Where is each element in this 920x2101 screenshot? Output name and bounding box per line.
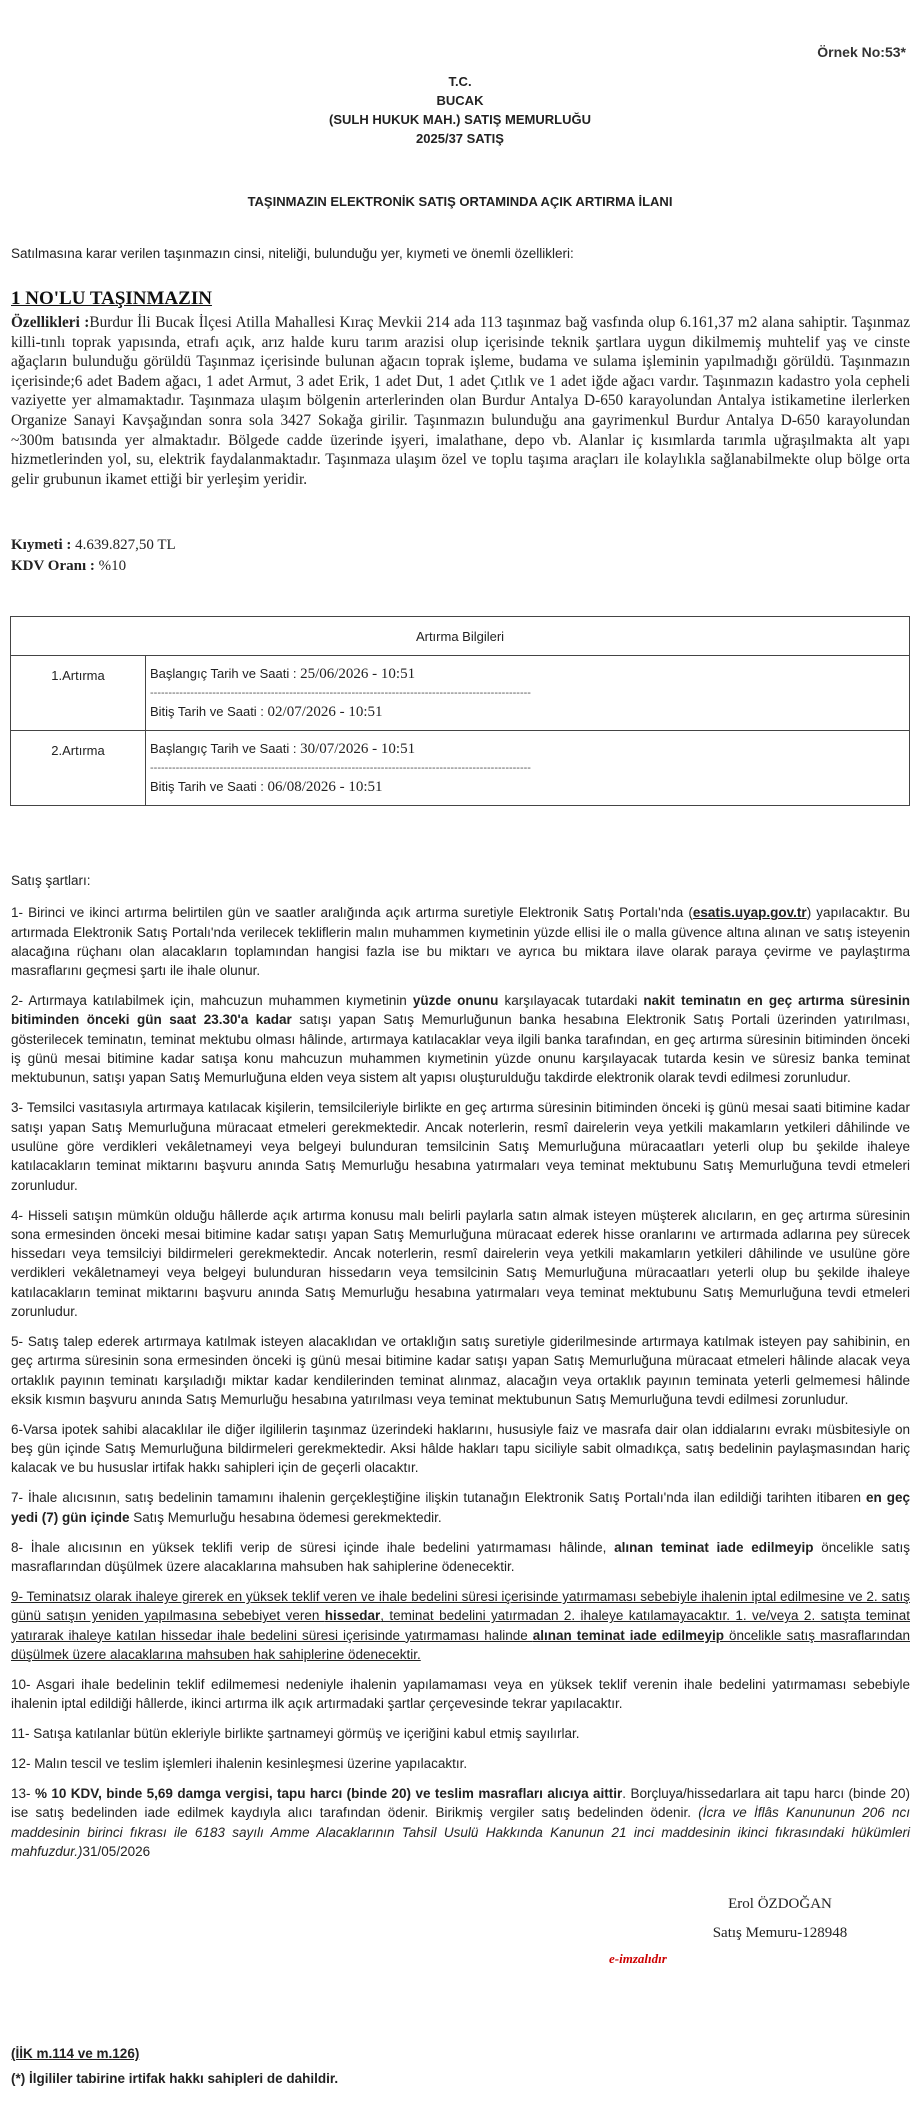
end-label: Bitiş Tarih ve Saati : (150, 779, 264, 794)
term-3: 3- Temsilci vasıtasıyla artırmaya katılacak kişilerin, temsilcileriyle birlikte en geç artırma süresinin bitiminden önceki iş günü mesai saati bitimine kadar satışı yapan Satış Memurluğuna müracaat etmeleri gerekmektedir. Ancak noterlerin, resmî dairelerin veya yetkili makamların yetkileri dâhilinde ve usulüne göre verdikleri vekâletnameyi veya belgeyi bulunduran temsilcinin Satış Memurluğuna müracaatları yeterli olup bu şekilde ihaleye katılacakların teminat miktarını başvuru anında Satış Memurluğu hesabına yatırmaları veya teminat mektubunu Satış Memurluğuna tevdi etmeleri zorunludur. (11, 1100, 910, 1193)
header-case-number: 2025/37 SATIŞ (416, 131, 504, 146)
property-features (11, 313, 910, 489)
auction-end (150, 700, 905, 724)
end-datetime: 06/08/2026 - 10:51 (267, 779, 383, 795)
term-2-bold-b: nakit teminatın en geç artırma süresinin bitiminden önceki gün saat 23.30'a kadar (11, 993, 911, 1028)
term-9-text-c: öncelikle satış masraflarından düşülmek üzere alacaklarına mahsuben hak sahiplerine ödenecektir. (11, 1627, 910, 1662)
auction-row (11, 731, 910, 806)
start-datetime: 25/06/2026 - 10:51 (300, 666, 416, 682)
term-7 (11, 1488, 910, 1527)
auction-table-header (11, 617, 910, 656)
term-8 (11, 1538, 910, 1577)
term-9-text-b: , teminat bedelini yatırmadan 2. ihaleye katılamayacaktır. 1. ve/veya 2. satışta teminat yatırarak ihaleye katılan hissedar ihale bedelini süresi içerisinde yatırmaması halinde (11, 1608, 910, 1643)
term-2-text-b: karşılayacak tutardaki (498, 993, 644, 1009)
e-signature-note: e-imzalıdır (609, 1951, 667, 1966)
legal-reference: (İİK m.114 ve m.126) (11, 2046, 140, 2061)
sample-number: Örnek No:53* (817, 44, 906, 60)
sale-terms (11, 871, 910, 1872)
term-1-text-b: ) yapılacaktır. Bu artırmada Elektronik Satış Portalı'nda verilecek tekliflerin malın muhammen kıymetinin yüzde ellisi ile o malla güvence altına alınan ve satış isteyenin alacağına rüçhanı olan alacakların toplamından hangisi fazla ise bu miktarı ve ayrıca bu miktara ilave olarak paraya çevirme ve paylaştırma masraflarını geçmesi şartı ile ihale olunur. (11, 905, 910, 979)
property-kdv-row (11, 558, 126, 575)
term-4: 4- Hisseli satışın mümkün olduğu hâllerde açık artırma konusu malı belirli paylarla satın almak isteyen müşterek alıcıların, en geç artırma süresinin sona ermesinden önceki mesai bitimine kadar satışı yapan Satış Memurluğuna müracaat ederek hisse oranlarını ve artırmada adlarına pey sürecek hissedarı veya temsilciyi bildirmeleri gerekmektedir. Ancak noterlerin, resmî dairelerin veya yetkili makamların yetkileri dâhilinde ve usulüne göre verdikleri vekâletnameyi veya belgeyi bulunduran hissedarın veya temsilcinin Satış Memurluğuna müracaatları yeterli olup bu şekilde ihaleye katılacakların teminat miktarını başvuru anında Satış Memurluğu hesabına yatırmaları veya teminat mektubunu Satış Memurluğuna tevdi etmeleri zorunludur. (11, 1207, 910, 1319)
intro-text: Satılmasına karar verilen taşınmazın cinsi, niteliği, bulunduğu yer, kıymeti ve önemli özellikleri: (11, 246, 574, 261)
term-8-text-b: öncelikle satış masraflarından düşülmek üzere alacaklarına mahsuben hak sahiplerine ödenecektir. (11, 1539, 910, 1575)
auction-start (150, 737, 905, 761)
document-date: 31/05/2026 (82, 1844, 151, 1860)
term-9-text-a: 9- Teminatsız olarak ihaleye girerek en yüksek teklif veren ve ihale bedelini süresi içerisinde yatırmaması sebebiyle ihalenin iptal edilmesine ve 2. satış günü satışın yeniden yapılmasına sebebiyet veren (11, 1589, 910, 1624)
auction-caption: Artırma Bilgileri (11, 617, 910, 656)
auction-table (10, 616, 910, 806)
term-13-bold: % 10 KDV, binde 5,69 damga vergisi, tapu harcı (binde 20) ve teslim masrafları alıcıya aittir (34, 1786, 623, 1802)
separator-line: -------------------------------------------------------------------------------------------------------- (150, 762, 531, 774)
term-7-text-b: Satış Memurluğu hesabına ödemesi gerekmektedir. (129, 1509, 442, 1525)
term-10: 10- Asgari ihale bedelinin teklif edilmemesi nedeniyle ihalenin yapılamaması veya en yüksek teklif verenin ihale bedelini yatırmaması sebebiyle ihalenin iptal edildiği hâllerde, ikinci artırma ilk açık artırmadaki şartlar çerçevesinde tekrar yapılacaktır. (11, 1676, 910, 1712)
document-title: TAŞINMAZIN ELEKTRONİK SATIŞ ORTAMINDA AÇIK ARTIRMA İLANI (247, 194, 673, 209)
term-7-text-a: 7- İhale alıcısının, satış bedelinin tamamını ihalenin gerçekleştiğine ilişkin tutanağın Elektronik Satış Portalı'nda ilan edildiği tarihten itibaren (11, 1490, 866, 1506)
term-6: 6-Varsa ipotek sahibi alacaklılar ile diğer ilgililerin taşınmaz üzerindeki haklarını, hususiyle faiz ve masrafa dair olan iddialarını evrakı müsbitesiyle on beş gün içinde Satış Memurluğuna bildirmeleri gerekmektedir. Aksi hâlde hakları tapu siciliyle sabit olmadıkça, satış bedelinin paylaşmasından hariç kalacak ve bu hususlar irtifak hakkı sahipleri için de geçerli olacaktır. (11, 1421, 910, 1476)
term-2-text-c: satışı yapan Satış Memurluğunun banka hesabına Elektronik Satış Portali üzerinden yatırılması, gösterilecek teminatın, teminat mektubu olması hâlinde, artırmaya katılacaklar veya ilgili banka tarafından, en geç artırma süresinin bitiminden önceki iş günü mesai bitimine kadar satışa konu mahcuzun muhammen kıymetinin yüzde onunu karşılayacak tutarda kesin ve süresiz banka teminat mektubunun, satışı yapan Satış Memurluğuna elden veya sistem alt yapısı oluşturulduğu takdirde elektronik olarak tevdi edilmesi zorunludur. (11, 1012, 910, 1086)
header-court: (SULH HUKUK MAH.) SATIŞ MEMURLUĞU (329, 112, 591, 127)
term-5: 5- Satış talep ederek artırmaya katılmak isteyen alacaklıdan ve ortaklığın satış suretiyle giderilmesinde artırmaya katılmak isteyen pay sahibinin, en geç artırma süresinin sona ermesinden önceki iş günü mesai bitimine kadar satışı yapan Satış Memurluğuna müracaat etmeleri hâlinde alacak veya ortaklık payının teminatı karşıladığı miktar kadar kendilerinden teminat alınmaz, alacağın veya ortaklık payının teminata yeterli gelmemesi hâlinde eksik kısmın başvuru anında Satış Memurluğu hesabına yatırılması veya teminat mektubunun Satış Memurluğuna tevdi edilmesi zorunludur. (11, 1333, 910, 1407)
property-name: 1 NO'LU TAŞINMAZIN (11, 288, 212, 309)
esatis-link[interactable]: esatis.uyap.gov.tr (692, 905, 807, 921)
term-13 (11, 1784, 910, 1861)
term-13-text-b: . Borçluya/hissedarlara ait tapu harcı (binde 20) ise satış bedelinden iade edilmek kaydıyla alıcı tarafından ödenir. Birikmiş vergiler satış bedelinden ödenir. (11, 1786, 910, 1821)
features-label: Özellikleri : (11, 314, 90, 331)
terms-heading: Satış şartları: (11, 873, 91, 888)
footnote: (*) İlgililer tabirine irtifak hakkı sahipleri de dahildir. (11, 2071, 339, 2086)
auction-row-label: 1.Artırma (11, 656, 146, 731)
separator-line: -------------------------------------------------------------------------------------------------------- (150, 687, 531, 699)
term-9 (11, 1587, 910, 1664)
term-11: 11- Satışa katılanlar bütün ekleriyle birlikte şartnameyi görmüş ve içeriğini kabul etmiş sayılırlar. (11, 1726, 580, 1742)
auction-end (150, 775, 905, 799)
term-2 (11, 991, 910, 1087)
header-block (0, 72, 920, 148)
term-1 (11, 903, 910, 980)
end-datetime: 02/07/2026 - 10:51 (267, 704, 383, 720)
kdv-label: KDV Oranı : (11, 558, 95, 574)
value-label: Kıymeti : (11, 537, 72, 553)
features-text: Burdur İli Bucak İlçesi Atilla Mahallesi Kıraç Mevkii 214 ada 113 taşınmaz bağ vasfında olup 6.161,37 m2 alana sahiptir. Taşınmaz killi-tınlı toprak yapısında, etrafı açık, arız halde kuru tarım arazisi olup içerisinde teknik şartlara uygun dikilmemiş muhtelif yaş ve cinste ağaçların bulunduğu görüldü Taşınmaz içerisinde bulunan ağacın toprak işleme, budama ve sulama işleminin yapılmadığı görüldü. Taşınmazın içerisinde;6 adet Badem ağacı, 1 adet Armut, 3 adet Erik, 1 adet Dut, 1 adet Çıtlık ve 1 adet iğde ağacı vardır. Taşınmazın kadastro yola cepheli vaziyette yer almamaktadır. Taşınmaza ulaşım bölgenin arterlerinden olan Burdur Antalya D-650 karayolundan Antalya istikametine ilerlerken Organize Sanayi Kavşağından sonra sola 3427 Sokağa girilir. Taşınmazın bulunduğu ana gayrimenkul Burdur Antalya D-650 karayolundan ~300m batısında yer almaktadır. Bölgede cadde üzerinde işyeri, imalathane, depo vb. Alanlar iç kısımlarda tarımla uğraşılmakta alt yapı hizmetlerinden yol, su, elektrik faydalanmaktadır. Taşınmaza ulaşım özel ve toplu taşıma araçları ile kolaylıkla sağlanabilmekte olup bölge orta gelir grubunun ikamet ettiği bir yerleşim yeridir. (11, 314, 911, 488)
term-9-bold-a: hissedar (324, 1608, 381, 1624)
header-office: BUCAK (436, 93, 484, 108)
header-tc: T.C. (448, 74, 472, 89)
value-amount: 4.639.827,50 TL (75, 537, 176, 553)
term-2-bold-a: yüzde onunu (412, 993, 499, 1009)
auction-row-dates (146, 731, 910, 806)
auction-start (150, 662, 905, 686)
signatory-name: Erol ÖZDOĞAN (728, 1896, 832, 1912)
start-label: Başlangıç Tarih ve Saati : (150, 666, 297, 681)
auction-row-dates (146, 656, 910, 731)
auction-row-label: 2.Artırma (11, 731, 146, 806)
term-2-text-a: 2- Artırmaya katılabilmek için, mahcuzun muhammen kıymetinin (11, 993, 413, 1009)
start-datetime: 30/07/2026 - 10:51 (300, 741, 416, 757)
signatory-title: Satış Memuru-128948 (712, 1925, 848, 1941)
term-1-text-a: 1- Birinci ve ikinci artırma belirtilen gün ve saatler aralığında açık artırma suretiyle Elektronik Satış Portalı'nda ( (11, 905, 693, 921)
term-12: 12- Malın tescil ve teslim işlemleri ihalenin kesinleşmesi üzerine yapılacaktır. (11, 1756, 468, 1772)
term-8-bold: alınan teminat iade edilmeyip (614, 1539, 814, 1555)
auction-row (11, 656, 910, 731)
term-13-text-a: 13- (11, 1786, 35, 1802)
term-8-text-a: 8- İhale alıcısının en yüksek teklifi verip de süresi içinde ihale bedelini yatırmaması hâlinde, (11, 1539, 615, 1555)
property-value-row (11, 537, 176, 554)
term-13-italic: (İcra ve İflâs Kanununun 206 ncı maddesinin birinci fıkrası ile 6183 sayılı Amme Alacaklarının Tahsil Usulü Hakkında Kanunun 21 inci maddesinin ikinci fıkrasındaki hükümleri mahfuzdur.) (11, 1805, 910, 1860)
start-label: Başlangıç Tarih ve Saati : (150, 741, 297, 756)
term-9-bold-b: alınan teminat iade edilmeyip (532, 1627, 724, 1643)
term-7-bold: en geç yedi (7) gün içinde (11, 1490, 910, 1525)
end-label: Bitiş Tarih ve Saati : (150, 704, 264, 719)
kdv-rate: %10 (98, 558, 127, 574)
